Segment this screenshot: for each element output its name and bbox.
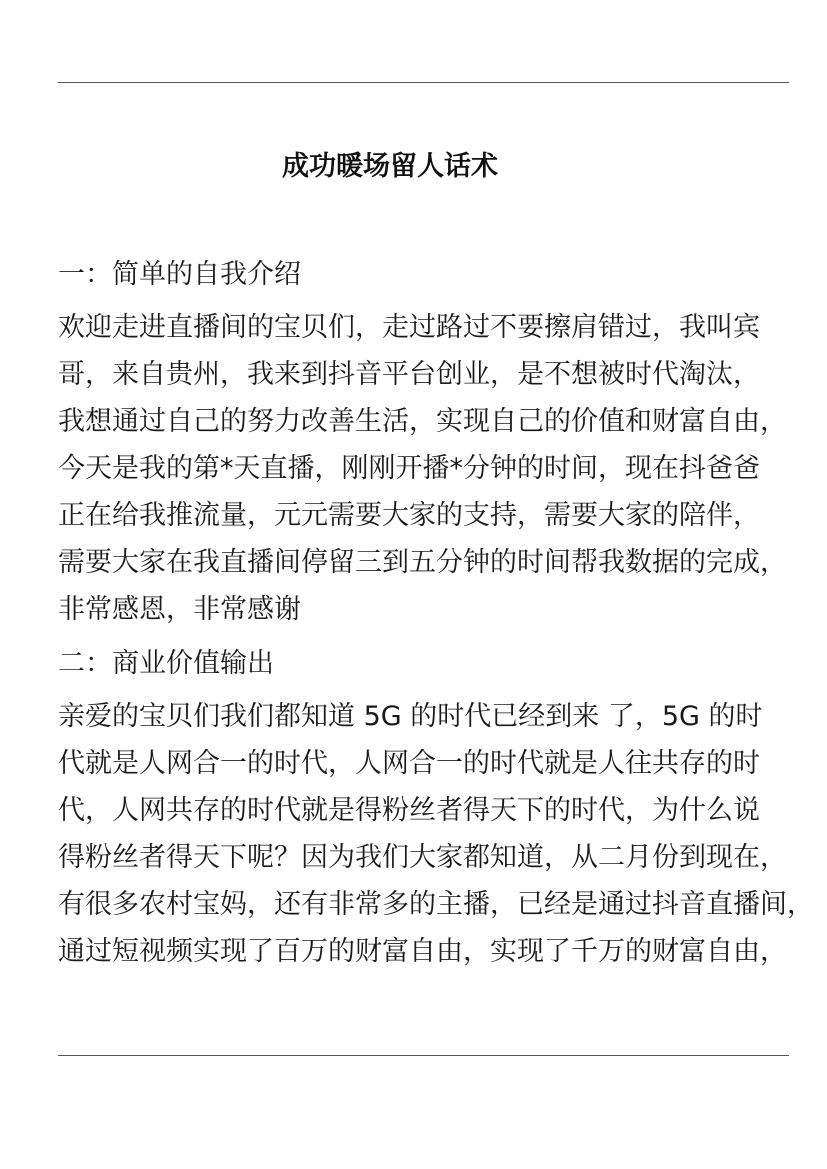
- document-title: 成功暖场留人话术: [282, 151, 498, 182]
- section-heading: 二：商业价值输出: [58, 648, 274, 679]
- paragraph-line: 需要大家在我直播间停留三到五分钟的时间帮我数据的完成，: [58, 547, 787, 578]
- paragraph-line: 非常感恩，非常感谢: [58, 594, 301, 625]
- paragraph-line: 我想通过自己的努力改善生活，实现自己的价值和财富自由，: [58, 406, 787, 437]
- paragraph: [58, 693, 823, 975]
- paragraph-line: 代就是人网合一的时代，人网合一的时代就是人往共存的时: [58, 748, 760, 779]
- paragraph-line: 今天是我的第*天直播，刚刚开播*分钟的时间，现在抖爸爸: [58, 453, 760, 484]
- section-heading: 一：简单的自我介绍: [58, 259, 301, 290]
- paragraph-line: 欢迎走进直播间的宝贝们，走过路过不要擦肩错过，我叫宾: [58, 312, 760, 343]
- document-body: [58, 252, 823, 983]
- section-business-value: [58, 641, 823, 975]
- paragraph-line: 得粉丝者得天下呢？因为我们大家都知道，从二月份到现在，: [58, 842, 787, 873]
- paragraph-line: 亲爱的宝贝们我们都知道 5G 的时代已经到来 了，5G 的时: [58, 701, 763, 732]
- section-self-introduction: [58, 252, 823, 633]
- footer-divider: [58, 1055, 789, 1056]
- paragraph-line: 有很多农村宝妈，还有非常多的主播，已经是通过抖音直播间，: [58, 889, 814, 920]
- paragraph: [58, 304, 823, 633]
- paragraph-line: 哥，来自贵州，我来到抖音平台创业，是不想被时代淘汰，: [58, 359, 760, 390]
- paragraph-line: 正在给我推流量，元元需要大家的支持，需要大家的陪伴，: [58, 500, 760, 531]
- paragraph-line: 代，人网共存的时代就是得粉丝者得天下的时代，为什么说: [58, 795, 760, 826]
- header-divider: [58, 82, 789, 83]
- paragraph-line: 通过短视频实现了百万的财富自由，实现了千万的财富自由，: [58, 936, 787, 967]
